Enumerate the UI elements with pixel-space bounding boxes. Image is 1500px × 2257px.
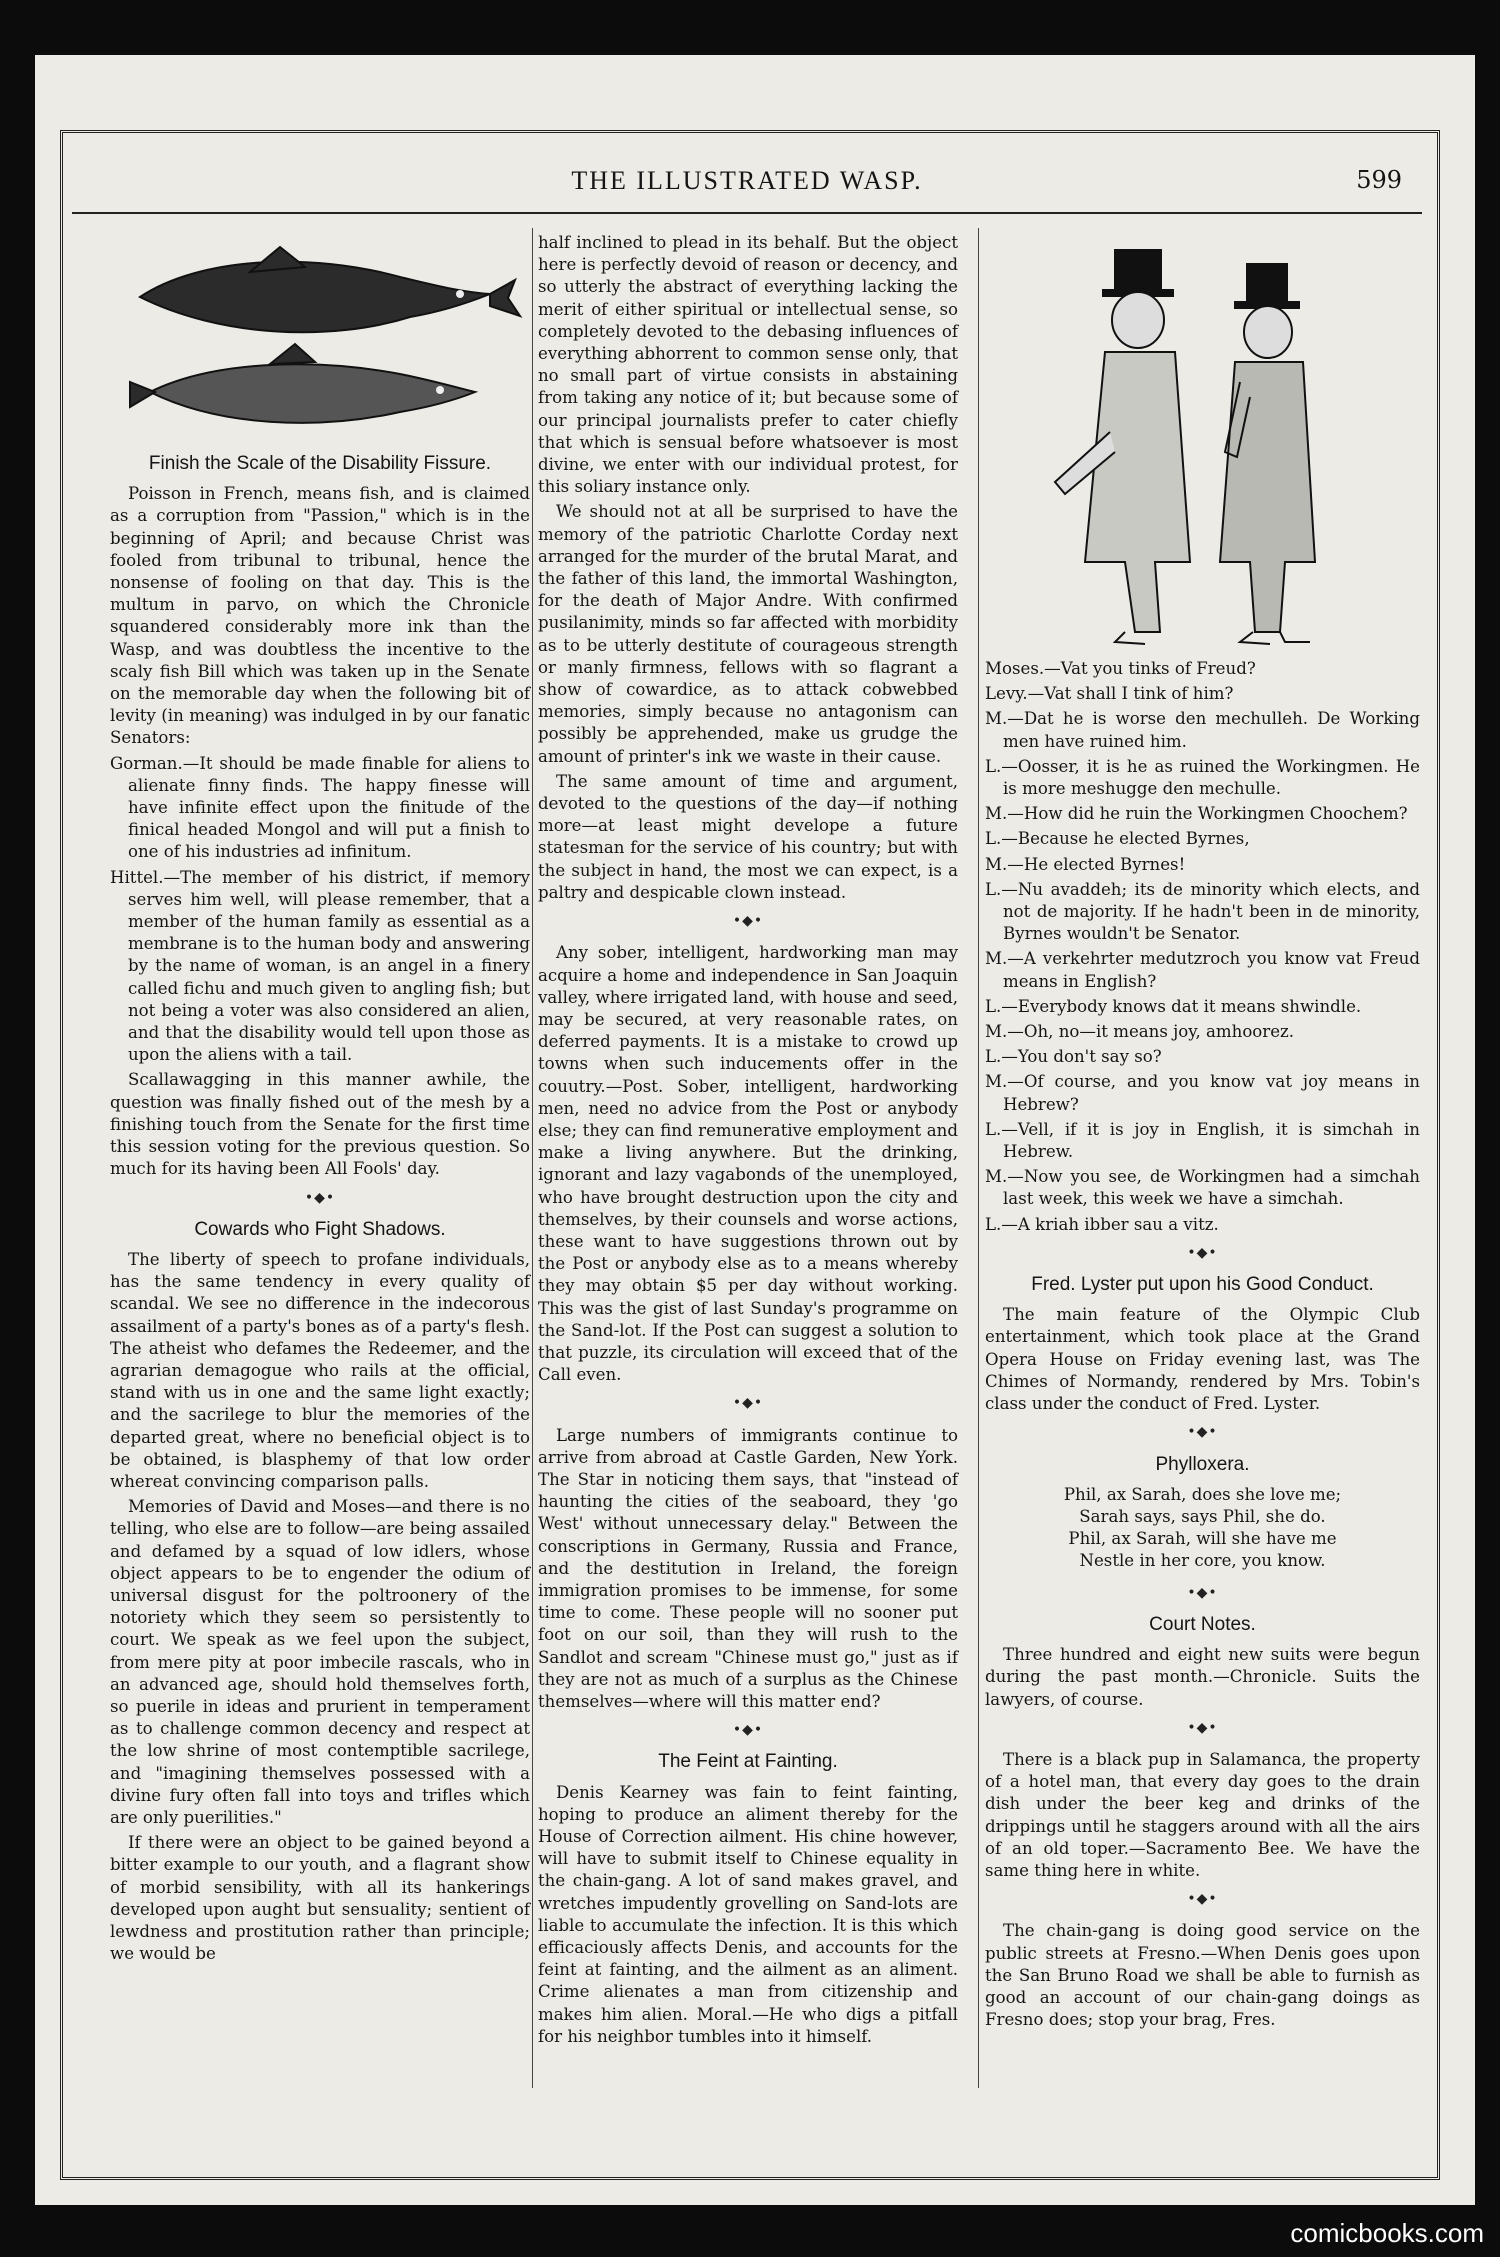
headline-phylloxera: Phylloxera.	[1155, 1453, 1250, 1475]
site-watermark: comicbooks.com	[1290, 2218, 1484, 2248]
dialogue-line: M.—How did he ruin the Workingmen Choochem?	[985, 804, 1408, 824]
dialogue-line: M.—Dat he is worse den mechulleh. De Working men have ruined him.	[985, 709, 1420, 751]
dialogue-line: M.—Now you see, de Workingmen had a simchah last week, this week we have a simchah.	[985, 1167, 1420, 1209]
dialogue-line: Moses.—Vat you tinks of Freud?	[985, 659, 1256, 678]
article-paragraph: half inclined to plead in its behalf. But the object here is perfectly devoid of reason or decency, and so utterly the abstract of everything lacking the merit of either spiritual or intellectual sense, so completely devoted to the debasing influences of everything abhorrent to common sense only, that no small part of virtue consists in abstaining from taking any notice of it; but because some of our principal journalists prefer to cater chiefly that which is sensual before whatsoever is most divine, we enter with our individual protest, for this soliary instance only.	[538, 233, 958, 497]
dialogue-line: M.—He elected Byrnes!	[985, 854, 1186, 874]
dialogue-line: Levy.—Vat shall I tink of him?	[985, 684, 1234, 704]
headline-court-notes: Court Notes.	[1149, 1613, 1256, 1635]
section-ornament: •◆•	[732, 1722, 764, 1739]
dialogue-line: L.—Nu avaddeh; its de minority which elects, and not de majority. If he hadn't been in de minority, Byrnes wouldn't be Senator.	[985, 879, 1420, 944]
dialogue-line: M.—Of course, and you know vat joy means in Hebrew?	[985, 1072, 1420, 1114]
article-paragraph: Large numbers of immigrants continue to arrive from abroad at Castle Garden, New York. The Star in noticing them says, that "instead of haunting the cities of the seaboard, they 'go West' without unnecessary delay." Between the conscriptions in Germany, Russia and France, and the destitution in Ireland, the foreign immigration promises to be immense, for some time to come. These people will no sooner put foot on our soil, than they will rush to the Sandlot and scream "Chinese must go," just as if they are not as much of a surplus as the Chinese themselves—where will this matter end?	[538, 1425, 958, 1711]
poem-line: Sarah says, says Phil, she do.	[1079, 1506, 1326, 1526]
section-ornament: •◆•	[1187, 1584, 1218, 1601]
section-ornament: •◆•	[732, 1395, 764, 1412]
article-paragraph: The main feature of the Olympic Club entertainment, which took place at the Grand Opera House on Friday evening last, was The Chimes of Normandy, rendered by Mrs. Tobin's class under the conduct of Fred. Lyster.	[985, 1305, 1420, 1414]
dialogue-line: L.—You don't say so?	[985, 1047, 1162, 1067]
page-number: 599	[1356, 166, 1402, 194]
column-rule	[532, 228, 533, 2088]
poem-line: Phil, ax Sarah, will she have me	[1068, 1528, 1337, 1548]
dialogue-line: L.—Vell, if it is joy in English, it is simchah in Hebrew.	[985, 1119, 1420, 1162]
section-ornament: •◆•	[1187, 1244, 1218, 1261]
dialogue-line: L.—Everybody knows dat it means shwindle.	[985, 996, 1362, 1016]
dialogue-line: L.—A kriah ibber sau a vitz.	[985, 1214, 1219, 1234]
article-paragraph: Gorman.—It should be made finable for aliens to alienate finny finds. The happy finesse will have infinite effect upon the finitude of the finical headed Mongol and will put a finish to one of his industries ad infinitum.	[110, 753, 530, 862]
dialogue-line: M.—A verkehrter medutzroch you know vat Freud means in English?	[985, 949, 1420, 991]
poem-line: Nestle in her core, you know.	[1079, 1550, 1326, 1570]
article-paragraph: Any sober, intelligent, hardworking man may acquire a home and independence in San Joaquin valley, where irrigated land, with house and seed, may be secured, at very reasonable rates, on deferred payments. It is a mistake to crowd up towns when such inducements offer in the couutry.—Post. Sober, intelligent, hardworking men, need no advice from the Post or anybody else; they can find remunerative employment and make a living anywhere. But the drinking, ignorant and lazy vagabonds of the unemployed, who have brought destruction upon the city and themselves, by their counsels and worse actions, these want to have suggestions thrown out by the Post or anybody else as to a means whereby they may obtain $5 per day without working. This was the gist of last Sunday's programme on the Sand-lot. If the Post can suggest a solution to that puzzle, its circulation will exceed that of the Call even.	[538, 943, 958, 1385]
dialogue-line: L.—Oosser, it is he as ruined the Workingmen. He is more meshugge den mechulle.	[985, 756, 1420, 799]
section-ornament: •◆•	[1187, 1891, 1218, 1908]
dialogue-line: M.—Oh, no—it means joy, amhoorez.	[985, 1022, 1295, 1042]
masthead	[72, 160, 1422, 214]
article-paragraph: The chain-gang is doing good service on the public streets at Fresno.—When Denis goes upon the San Bruno Road we shall be able to furnish as good an account of our chain-gang doings as Fresno does; stop your brag, Fres.	[985, 1921, 1420, 2030]
dialogue-line: L.—Because he elected Byrnes,	[985, 829, 1250, 849]
article-paragraph: Scallawagging in this manner awhile, the question was finally fished out of the mesh by a finishing touch from the Senate for the first time this session voting for the previous question. So much for its having been All Fools' day.	[110, 1070, 530, 1179]
article-paragraph: Denis Kearney was fain to feint fainting, hoping to produce an aliment thereby for the House of Correction ailment. His chine however, will have to submit itself to Chinese equality in the chain-gang. A lot of sand makes gravel, and wretches impudently grovelling on Sand-lots are liable to accumulate the infection. It is this which efficaciously affects Denis, and accounts for the feint at fainting, and the ailment as an aliment. Crime alienates a man from citizenship and makes him alien. Moral.—He who digs a pitfall for his neighbor tumbles into it himself.	[538, 1782, 958, 2046]
poem	[985, 1484, 1420, 1572]
fish-illustration	[110, 232, 530, 447]
dialogue-block	[985, 658, 1420, 1236]
column-rule	[978, 228, 979, 2088]
headline-fissure: Finish the Scale of the Disability Fissure.	[148, 453, 492, 474]
section-ornament: •◆•	[1187, 1424, 1218, 1441]
column-middle	[538, 232, 958, 2051]
section-ornament: •◆•	[304, 1189, 336, 1206]
poem-line: Phil, ax Sarah, does she love me;	[1063, 1484, 1342, 1504]
headline-cowards: Cowards who Fight Shadows.	[194, 1218, 446, 1240]
article-paragraph: Poisson in French, means fish, and is claimed as a corruption from "Passion," which is in the beginning of April; and because Christ was fooled from tribunal to tribunal, hence the nonsense of fooling on that day. This is the multum in parvo, on which the Chronicle squandered considerably more ink than the Wasp, and was doubtless the incentive to the scaly fish Bill which was taken up in the Senate on the memorable day when the following bit of levity (in meaning) was indulged in by our fanatic Senators:	[110, 484, 530, 748]
section-ornament: •◆•	[1187, 1719, 1218, 1736]
cartoon-illustration	[985, 232, 1420, 652]
article-paragraph: The liberty of speech to profane individuals, has the same tendency in every quality of scandal. We see no difference in the indecorous assailment of a party's bones as of a party's flesh. The atheist who defames the Redeemer, and the agrarian demagogue who rails at the official, stand with us in one and the same light exactly; and the sacrilege to blur the memories of the departed great, where no beneficial object is to be obtained, is blasphemy of that low order whereat convincing comparison palls.	[110, 1249, 530, 1491]
article-paragraph: There is a black pup in Salamanca, the property of a hotel man, that every day goes to the drain dish under the beer keg and drinks of the drippings until he staggers around with all the airs of an old toper.—Sacramento Bee. We have the same thing here in white.	[985, 1749, 1420, 1880]
article-paragraph: Hittel.—The member of his district, if memory serves him well, will please remember, that a member of the human family as essential as a membrane is to the human body and answering by the name of woman, is an angel in a finery called fichu and much given to angling fish; but not being a voter was also considered an alien, and that the disability would tell upon those as upon the aliens with a tail.	[110, 867, 530, 1065]
article-paragraph: If there were an object to be gained beyond a bitter example to our youth, and a flagrant show of morbid sensibility, with all its hankerings developed upon aught but sensuality; sentient of lewdness and prostitution rather than principle; we would be	[110, 1833, 530, 1964]
column-right	[985, 232, 1420, 2034]
publication-title: THE ILLUSTRATED WASP.	[571, 166, 923, 195]
section-ornament: •◆•	[732, 913, 764, 930]
headline-feint: The Feint at Fainting.	[658, 1751, 838, 1773]
article-paragraph: Memories of David and Moses—and there is no telling, who else are to follow—are being assailed and defamed by a squad of low idlers, whose object appears to be to engender the odium of universal disgust for the poltroonery of the notoriety which they seem so persistently to court. We speak as we feel upon the subject, from mere pity at poor imbecile rascals, who in an advanced age, should hold themselves forth, so puerile in ideas and prurient in temperament as to challenge common decency and respect at the low shrine of most contemptible sacrilege, and "imagining themselves possessed with a divine fury often fall into toys and trifles which are only puerilities."	[110, 1497, 530, 1827]
article-paragraph: The same amount of time and argument, devoted to the questions of the day—if nothing more—at least might develope a future statesman for the service of his country; but with the subject in hand, the most we can expect, is a paltry and despicable clown instead.	[538, 771, 958, 902]
column-left	[110, 232, 530, 1968]
article-paragraph: Three hundred and eight new suits were begun during the past month.—Chronicle. Suits the lawyers, of course.	[985, 1645, 1420, 1709]
article-paragraph: We should not at all be surprised to have the memory of the patriotic Charlotte Corday next arranged for the murder of the brutal Marat, and the father of this land, the immortal Washington, for the death of Major Andre. With confirmed pusilanimity, minds so far affected with morbidity as to be utterly destitute of courageous strength or manly firmness, fellows with so flagrant a show of cowardice, as to attack cobwebbed memories, simply because no antagonism can possibly be apprehended, make us grudge the amount of printer's ink we waste in their cause.	[538, 502, 958, 766]
headline-lyster: Fred. Lyster put upon his Good Conduct.	[1031, 1274, 1374, 1296]
